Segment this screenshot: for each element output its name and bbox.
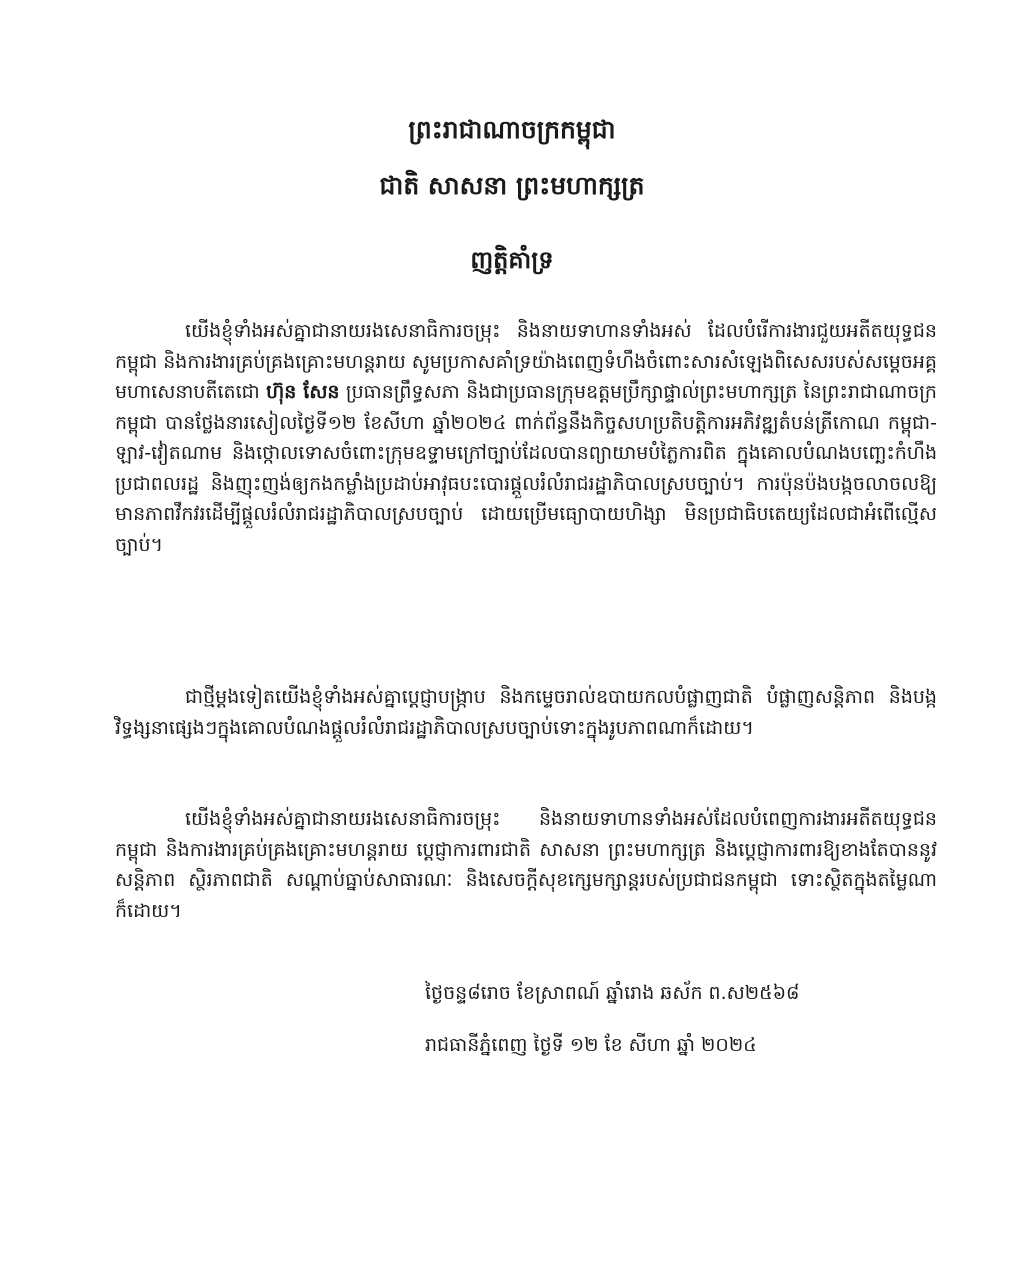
paragraph-1-text-a: យើងខ្ញុំទាំងអស់គ្នាជានាយរងសេនាធិការចម្រុះ និងនាយទាហានទាំងអស់ ដែលបំរើការងារជួយអតីតយុទ្ធជនកម្ពុជា និងការងារគ្រប់គ្រងគ្រោះមហន្តរាយ សូមប្រកាសគាំទ្រយ៉ាងពេញទំហឹងចំពោះសារសំឡេងពិសេសរបស់សម្តេចអគ្គមហាសេនាបតីតេជោ: [115, 320, 937, 403]
solar-date-location: រាជធានីភ្នំពេញ ថ្ងៃទី ១២ ខែ សីហា ឆ្នាំ ២០២៤: [425, 1034, 757, 1056]
paragraph-2: ជាថ្មីម្តងទៀតយើងខ្ញុំទាំងអស់គ្នាប្តេជ្ញាបង្ក្រាប និងកម្ទេចរាល់ឧបាយកលបំផ្លាញជាតិ បំផ្លាញសន្តិភាព និងបង្កវិទ្ធង្សនាផ្សេងៗក្នុងគោលបំណងផ្តួលរំលំរាជរដ្ឋាភិបាលស្របច្បាប់ទោះក្នុងរូបភាពណាក៏ដោយ។: [115, 686, 937, 739]
national-motto: ជាតិ សាសនា ព្រះមហាក្សត្រ: [379, 171, 645, 200]
leader-name: ហ៊ុន សែន: [266, 381, 340, 403]
paragraph-1-text-b: ប្រធានព្រឹទ្ធសភា និងជាប្រធានក្រុមឧត្តមប្រឹក្សាផ្ទាល់ព្រះមហាក្សត្រ នៃព្រះរាជាណាចក្រកម្ពុជា បានថ្លែងនារសៀលថ្ងៃទី១២ ខែសីហា ឆ្នាំ២០២៤ ពាក់ព័ន្ធនឹងកិច្ចសហប្រតិបត្តិការអភិវឌ្ឍតំបន់ត្រីកោណ កម្ពុជា-ឡាវ-វៀតណាម និងថ្កោលទោសចំពោះក្រុមឧទ្ទាមក្រៅច្បាប់ដែលបានព្យាយាមបំភ្លៃការពិត ក្នុងគោលបំណងបញ្ឆេះកំហឹងប្រជាពលរដ្ឋ និងញុះញង់ឲ្យកងកម្លាំងប្រដាប់អាវុធបះបោរផ្តួលរំលំរាជរដ្ឋាភិបាលស្របច្បាប់។ ការប៉ុនប៉ងបង្កចលាចលឱ្យមានភាពវឹកវរដើម្បីផ្តួលរំលំរាជរដ្ឋាភិបាលស្របច្បាប់ ដោយប្រើមធ្យោបាយហិង្សា មិនប្រជាធិបតេយ្យដែលជាអំពើល្មើសច្បាប់។: [115, 381, 937, 556]
paragraph-3: យើងខ្ញុំទាំងអស់គ្នាជានាយរងសេនាធិការចម្រុះ និងនាយទាហានទាំងអស់ដែលបំពេញការងារអតីតយុទ្ធជនកម្ពុជា និងការងារគ្រប់គ្រងគ្រោះមហន្តរាយ ប្តេជ្ញាការពារជាតិ សាសនា ព្រះមហាក្សត្រ និងប្តេជ្ញាការពារឱ្យខាងតែបាននូវសន្តិភាព ស្ថិរភាពជាតិ សណ្តាប់ធ្នាប់សាធារណៈ និងសេចក្តីសុខក្សេមក្សាន្តរបស់ប្រជាជនកម្ពុជា ទោះស្ថិតក្នុងតម្លៃណាក៏ដោយ។: [115, 808, 937, 922]
lunar-date: ថ្ងៃចន្ទ៨រោច ខែស្រាពណ៍ ឆ្នាំរោង ឆស័ក ព.ស២៥៦៨: [425, 982, 800, 1004]
document-title: ញត្តិគាំទ្រ: [470, 246, 554, 274]
kingdom-heading: ព្រះរាជាណាចក្រកម្ពុជា: [408, 115, 616, 144]
paragraph-1: [115, 316, 937, 560]
